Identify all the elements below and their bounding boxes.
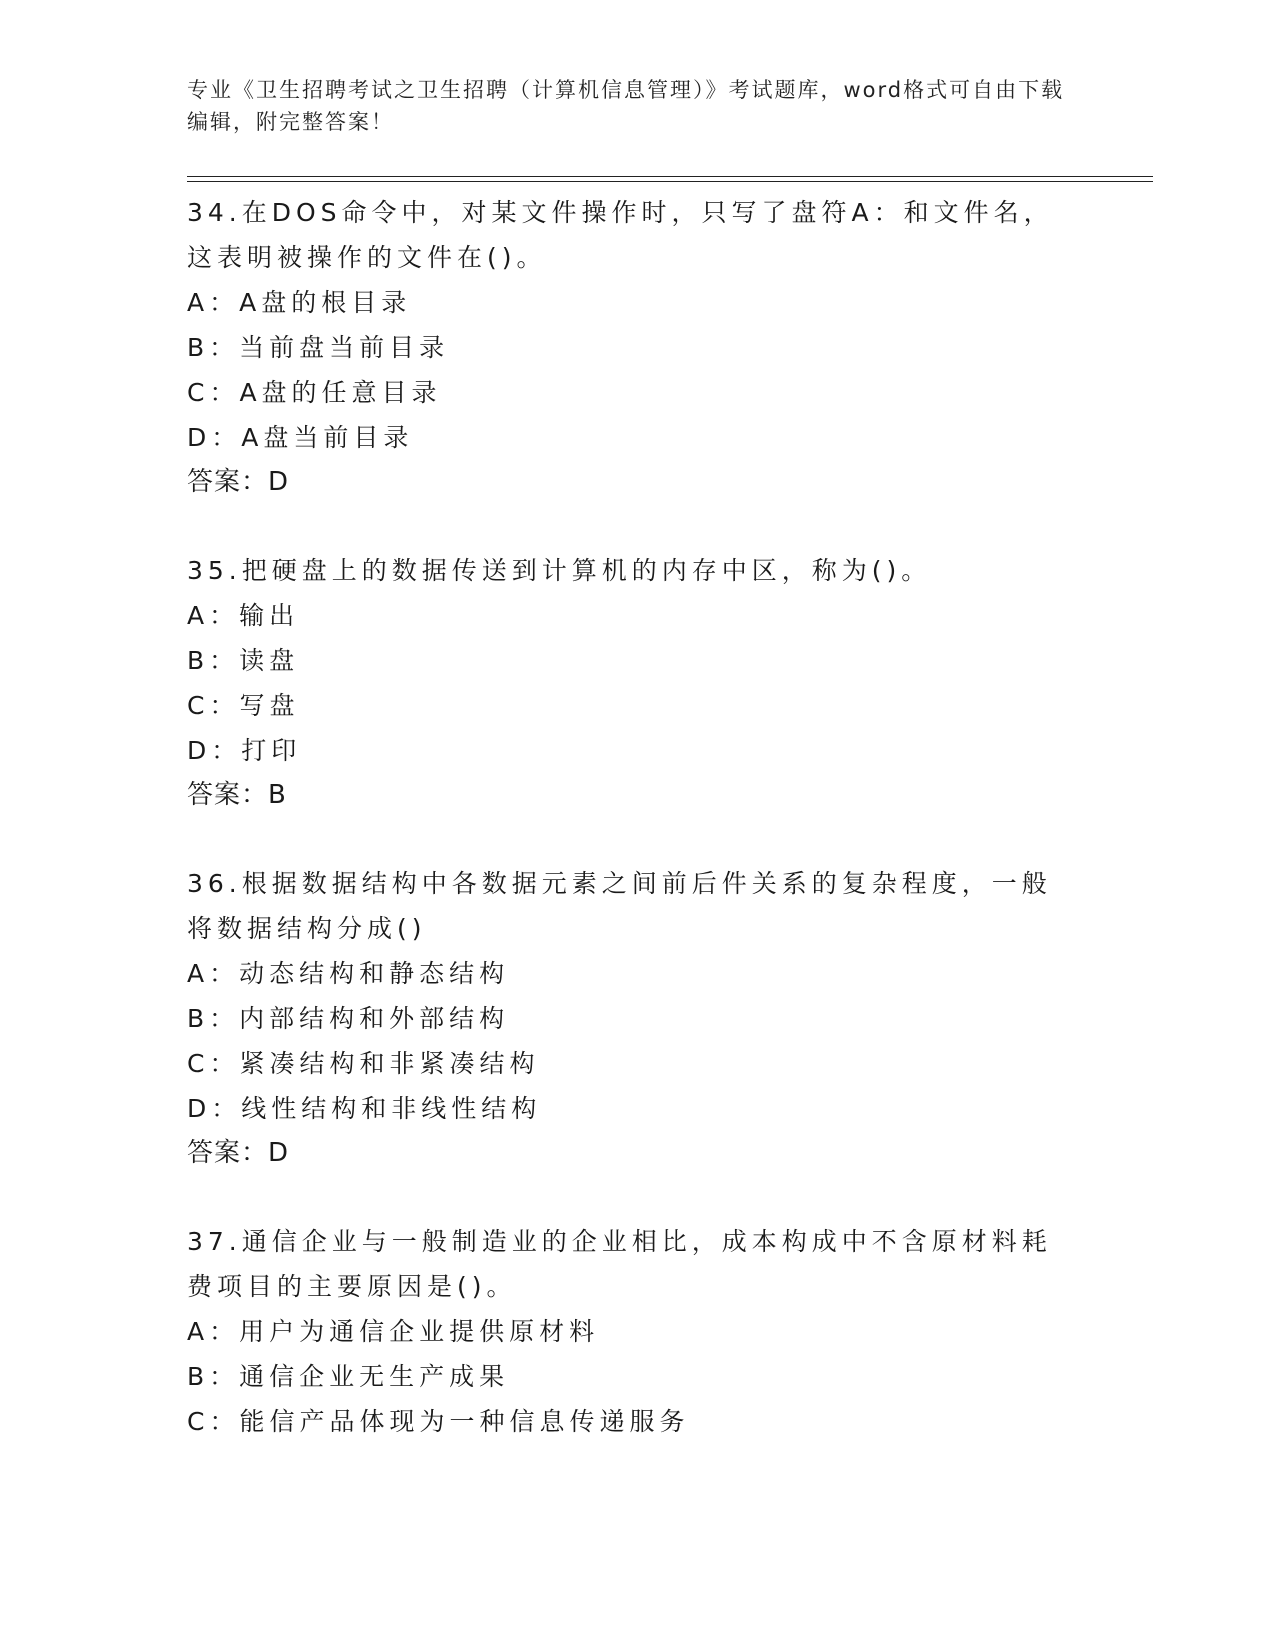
option-b: B：通信企业无生产成果: [187, 1362, 510, 1391]
option-c: C：紧凑结构和非紧凑结构: [187, 1049, 540, 1078]
question-34: [187, 190, 1077, 505]
answer: 答案：D: [187, 467, 290, 497]
question-35: [187, 548, 1077, 818]
option-d: D：线性结构和非线性结构: [187, 1094, 542, 1123]
option-a: A：用户为通信企业提供原材料: [187, 1317, 600, 1346]
option-b: B：内部结构和外部结构: [187, 1004, 510, 1033]
option-a: A：输出: [187, 601, 300, 630]
option-d: D：打印: [187, 736, 302, 765]
option-c: C：写盘: [187, 691, 300, 720]
option-c: C：A盘的任意目录: [187, 378, 442, 407]
answer: 答案：B: [187, 780, 287, 810]
option-d: D：A盘当前目录: [187, 423, 414, 452]
question-37: [187, 1219, 1077, 1444]
option-b: B：当前盘当前目录: [187, 333, 450, 362]
option-a: A：动态结构和静态结构: [187, 959, 510, 988]
header-divider-top: [187, 176, 1153, 177]
question-stem: 35.把硬盘上的数据传送到计算机的内存中区，称为()。: [187, 556, 932, 585]
question-36: [187, 861, 1077, 1176]
question-stem: 37.通信企业与一般制造业的企业相比，成本构成中不含原材料耗费项目的主要原因是()。: [187, 1227, 1052, 1301]
option-c: C：能信产品体现为一种信息传递服务: [187, 1407, 690, 1436]
question-stem: 36.根据数据结构中各数据元素之间前后件关系的复杂程度，一般将数据结构分成(): [187, 869, 1052, 943]
question-stem: 34.在DOS命令中，对某文件操作时，只写了盘符A：和文件名，这表明被操作的文件在()。: [187, 198, 1054, 272]
option-a: A：A盘的根目录: [187, 288, 412, 317]
answer: 答案：D: [187, 1138, 290, 1168]
option-b: B：读盘: [187, 646, 300, 675]
question-list: [187, 190, 1077, 1487]
header-divider-bottom: [187, 181, 1153, 182]
document-header: 专业《卫生招聘考试之卫生招聘（计算机信息管理）》考试题库，word格式可自由下载编辑，附完整答案！: [187, 78, 1065, 134]
